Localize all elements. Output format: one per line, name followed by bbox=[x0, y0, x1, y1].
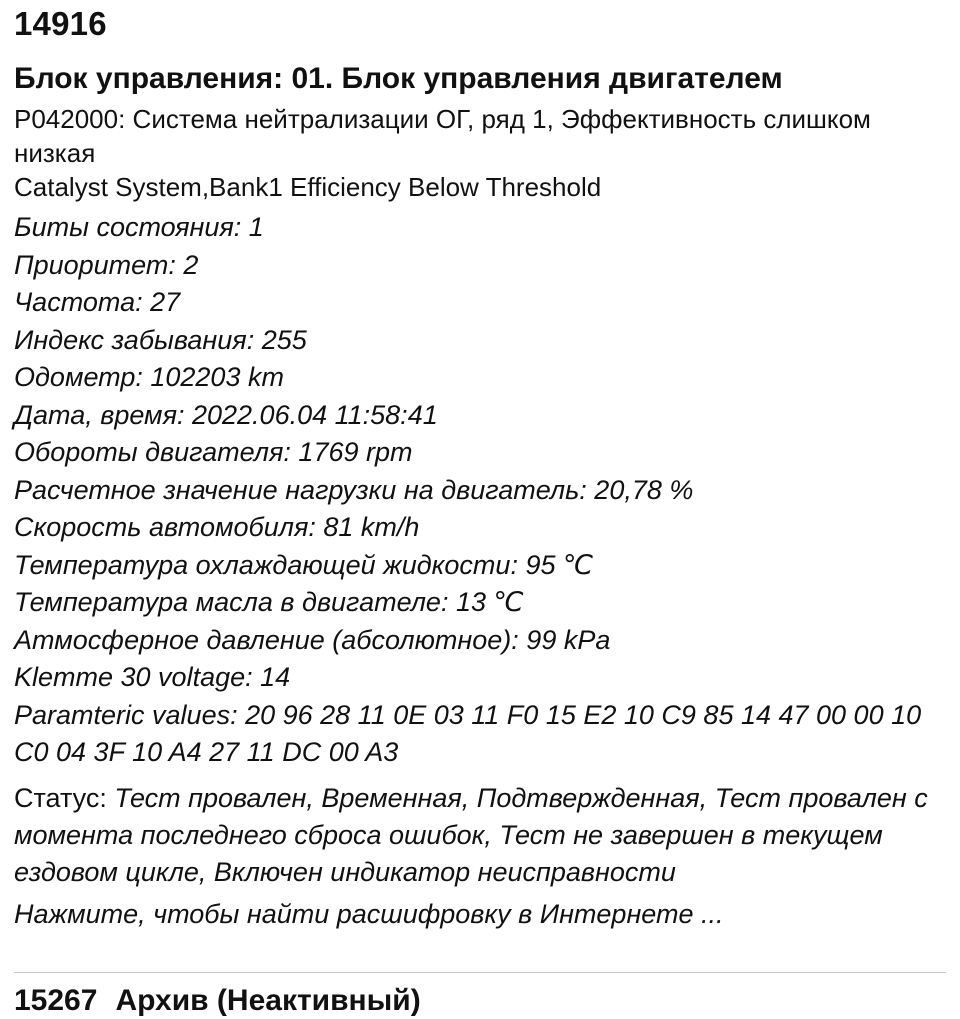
param-klemme30-voltage: Klemme 30 voltage: 14 bbox=[14, 662, 291, 692]
param-frequency: Частота: 27 bbox=[14, 287, 181, 317]
param-odometer: Одометр: 102203 km bbox=[14, 362, 284, 392]
search-online-link[interactable]: Нажмите, чтобы найти расшифровку в Интернете ... bbox=[14, 898, 724, 929]
param-barometric-pressure: Атмосферное давление (абсолютное): 99 kPa bbox=[14, 624, 611, 655]
param-oil-temp: Температура масла в двигателе: 13 ℃ bbox=[14, 587, 524, 617]
fault-record bbox=[14, 0, 946, 933]
fault-description-ru: P042000: Система нейтрализации ОГ, ряд 1, Эффективность слишком низкая bbox=[14, 104, 871, 168]
param-priority: Приоритет: 2 bbox=[14, 249, 199, 280]
record-id: 14916 bbox=[14, 5, 107, 42]
param-engine-load: Расчетное значение нагрузки на двигатель: 20,78 % bbox=[14, 474, 694, 505]
param-engine-rpm: Обороты двигателя: 1769 rpm bbox=[14, 437, 413, 467]
param-forget-index: Индекс забывания: 255 bbox=[14, 324, 307, 355]
param-status-bits: Биты состояния: 1 bbox=[14, 212, 264, 242]
module-title: Блок управления: 01. Блок управления двигателем bbox=[14, 62, 783, 95]
record-divider bbox=[14, 972, 946, 973]
fault-description-en: Catalyst System,Bank1 Efficiency Below Threshold bbox=[14, 172, 602, 202]
status-value: Тест провален, Временная, Подтвержденная, Тест провален с момента последнего сброса ошибок, Тест не завершен в текущем ездовом цикле, Включен индикатор неисправности bbox=[14, 782, 928, 887]
param-datetime: Дата, время: 2022.06.04 11:58:41 bbox=[14, 399, 438, 430]
status-label: Статус: bbox=[14, 782, 115, 813]
param-coolant-temp: Температура охлаждающей жидкости: 95 ℃ bbox=[14, 549, 594, 580]
next-record-label: Архив (Неактивный) bbox=[115, 984, 421, 1017]
next-record-header[interactable] bbox=[14, 983, 421, 1019]
next-record-id: 15267 bbox=[14, 984, 98, 1017]
param-parametric-values: Paramteric values: 20 96 28 11 0E 03 11 F0 15 E2 10 C9 85 14 47 00 00 10 C0 04 3F 10 A4 27 11 DC 00 A3 bbox=[14, 699, 922, 767]
param-vehicle-speed: Скорость автомобиля: 81 km/h bbox=[14, 512, 420, 542]
status-text bbox=[14, 780, 946, 891]
freeze-frame-params bbox=[14, 209, 946, 771]
